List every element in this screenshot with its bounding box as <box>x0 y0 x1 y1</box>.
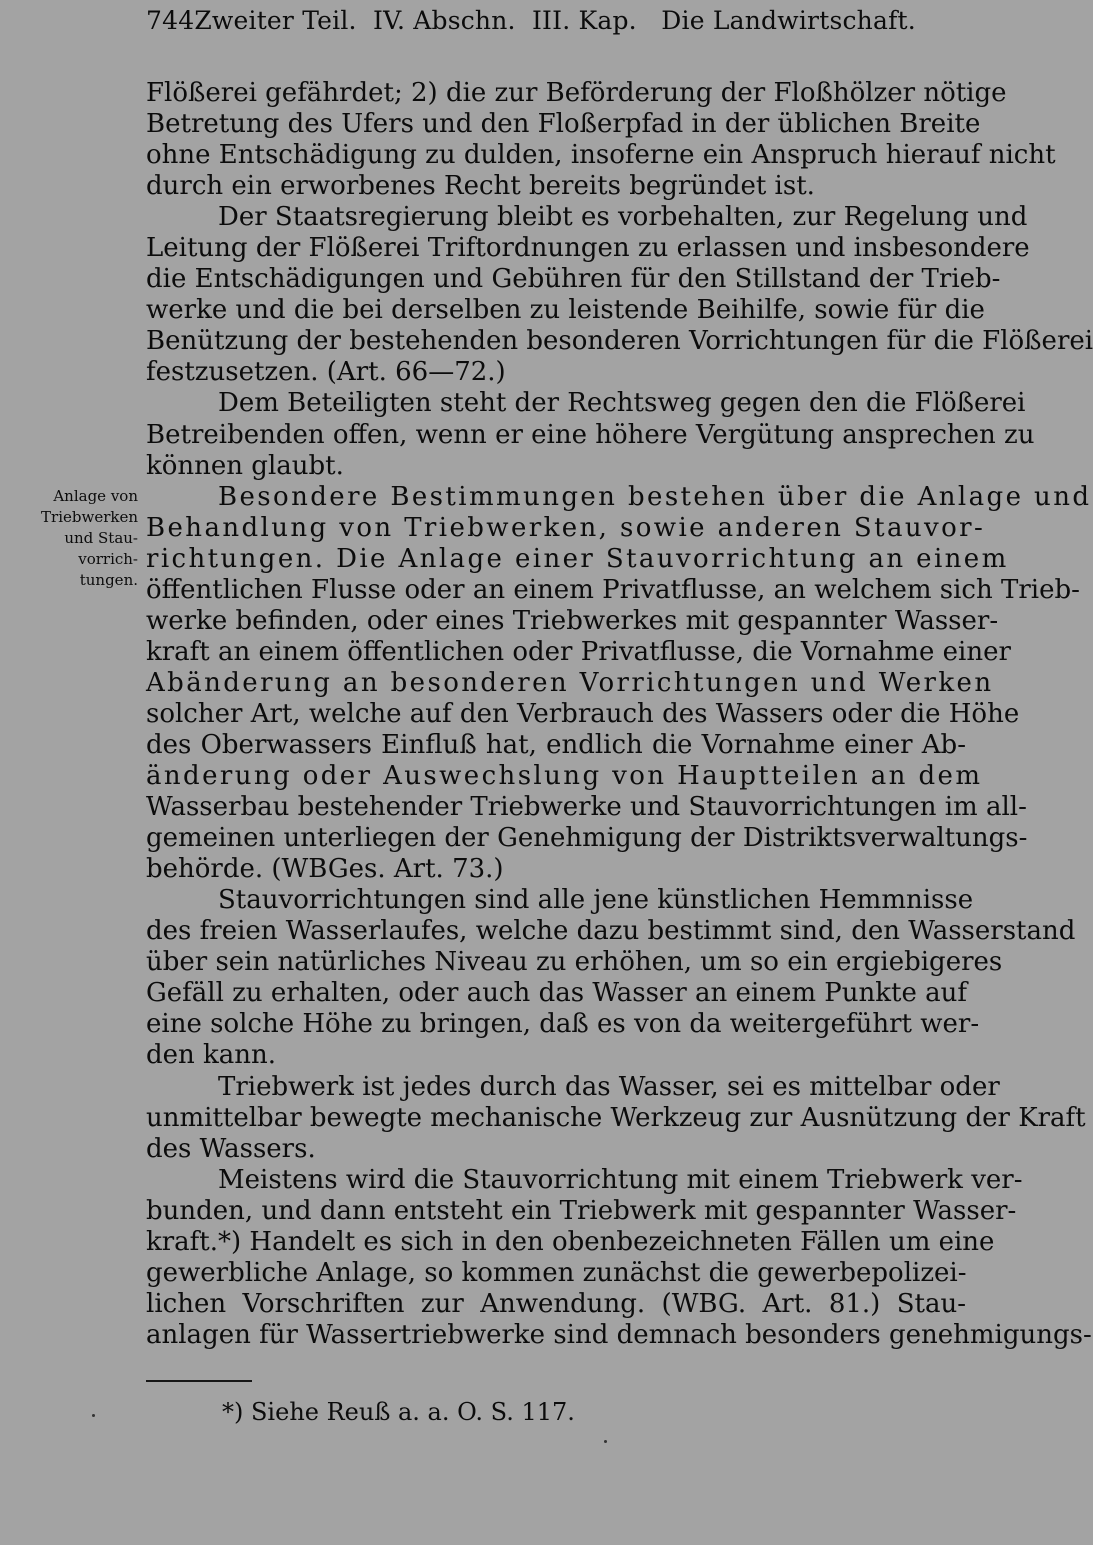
text-line: Stauvorrichtungen sind alle jene künstlichen Hemmnisse <box>218 885 974 916</box>
text-line: des Wassers. <box>146 1133 316 1164</box>
text-line: ohne Entschädigung zu dulden, insoferne ein Anspruch hierauf nicht <box>146 140 1056 171</box>
text-line: Benützung der bestehenden besonderen Vorrichtungen für die Flößerei <box>146 326 1093 357</box>
text-line: solcher Art, welche auf den Verbrauch des Wassers oder die Höhe <box>146 698 1020 729</box>
running-title: Zweiter Teil. IV. Abschn. III. Kap. Die Landwirtschaft. <box>194 6 916 35</box>
print-speck <box>92 1414 95 1417</box>
text-line: Der Staatsregierung bleibt es vorbehalten, zur Regelung und <box>218 202 1028 233</box>
text-line: werke befinden, oder eines Triebwerkes mit gespannter Wasser- <box>146 605 999 636</box>
text-line: des freien Wasserlaufes, welche dazu bestimmt sind, den Wasserstand <box>146 916 1076 947</box>
text-line: die Entschädigungen und Gebühren für den Stillstand der Trieb- <box>146 264 1001 295</box>
text-line: werke und die bei derselben zu leistende Beihilfe, sowie für die <box>146 295 985 326</box>
text-line: Besondere Bestimmungen bestehen über die Anlage und <box>218 481 1092 512</box>
text-line: den kann. <box>146 1040 277 1071</box>
page-number: 744 <box>146 6 195 35</box>
text-line: Dem Beteiligten steht der Rechtsweg gegen den die Flößerei <box>218 388 1026 419</box>
text-line: Wasserbau bestehender Triebwerke und Stauvorrichtungen im all- <box>146 792 1027 823</box>
text-line: unmittelbar bewegte mechanische Werkzeug zur Ausnützung der Kraft <box>146 1102 1086 1133</box>
text-line: durch ein erworbenes Recht bereits begründet ist. <box>146 171 815 202</box>
footnote: *) Siehe Reuß a. a. O. S. 117. <box>222 1398 575 1426</box>
text-line: änderung oder Auswechslung von Hauptteilen an dem <box>146 761 983 792</box>
text-line: eine solche Höhe zu bringen, daß es von da weitergeführt wer- <box>146 1009 980 1040</box>
text-line: gewerbliche Anlage, so kommen zunächst die gewerbepolizei- <box>146 1257 967 1288</box>
margin-note-line: vorrich- <box>78 550 138 568</box>
footnote-rule <box>146 1380 252 1382</box>
text-line: Triebwerk ist jedes durch das Wasser, sei es mittelbar oder <box>218 1071 1000 1102</box>
print-speck <box>604 1440 607 1443</box>
text-line: Gefäll zu erhalten, oder auch das Wasser an einem Punkte auf <box>146 978 968 1009</box>
text-line: können glaubt. <box>146 450 344 481</box>
text-line: kraft.*) Handelt es sich in den obenbezeichneten Fällen um eine <box>146 1226 995 1257</box>
text-line: kraft an einem öffentlichen oder Privatflusse, die Vornahme einer <box>146 636 1011 667</box>
margin-note-line: und Stau- <box>64 529 138 547</box>
text-line: Leitung der Flößerei Triftordnungen zu erlassen und insbesondere <box>146 233 1030 264</box>
text-line: behörde. (WBGes. Art. 73.) <box>146 854 504 885</box>
text-line: Meistens wird die Stauvorrichtung mit einem Triebwerk ver- <box>218 1164 1023 1195</box>
text-line: gemeinen unterliegen der Genehmigung der Distriktsverwaltungs- <box>146 823 1028 854</box>
text-line: richtungen. Die Anlage einer Stauvorrichtung an einem <box>146 543 1009 574</box>
text-line: Abänderung an besonderen Vorrichtungen und Werken <box>146 667 994 698</box>
margin-note <box>26 486 138 591</box>
body-text <box>146 78 1093 1351</box>
text-line: über sein natürliches Niveau zu erhöhen, um so ein ergiebigeres <box>146 947 1003 978</box>
text-line: lichen Vorschriften zur Anwendung. (WBG. Art. 81.) Stau- <box>146 1288 966 1319</box>
text-line: bunden, und dann entsteht ein Triebwerk mit gespannter Wasser- <box>146 1195 1017 1226</box>
margin-note-line: tungen. <box>79 571 138 589</box>
text-line: Flößerei gefährdet; 2) die zur Beförderung der Floßhölzer nötige <box>146 78 1007 108</box>
text-line: öffentlichen Flusse oder an einem Privatflusse, an welchem sich Trieb- <box>146 574 1080 605</box>
text-line: festzusetzen. (Art. 66—72.) <box>146 357 506 388</box>
text-line: anlagen für Wassertriebwerke sind demnach besonders genehmigungs- <box>146 1319 1092 1350</box>
running-header <box>146 6 916 35</box>
margin-note-line: Triebwerken <box>41 508 138 526</box>
text-line: des Oberwassers Einfluß hat, endlich die Vornahme einer Ab- <box>146 729 966 760</box>
text-line: Betretung des Ufers und den Floßerpfad in der üblichen Breite <box>146 109 981 140</box>
margin-note-line: Anlage von <box>53 487 138 505</box>
text-line: Betreibenden offen, wenn er eine höhere Vergütung ansprechen zu <box>146 419 1035 450</box>
text-line: Behandlung von Triebwerken, sowie anderen Stauvor- <box>146 512 986 543</box>
